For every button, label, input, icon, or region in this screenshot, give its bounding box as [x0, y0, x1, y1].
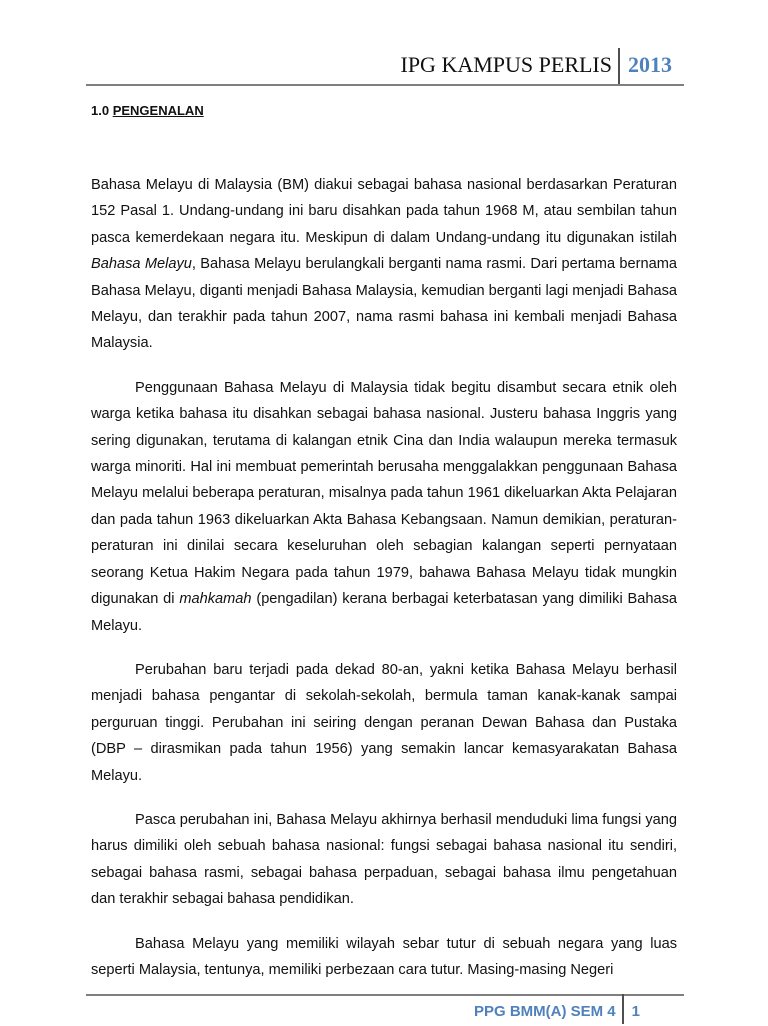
footer-content	[474, 1000, 640, 1024]
paragraph-1-part-b: , Bahasa Melayu berulangkali berganti nama rasmi. Dari pertama bernama Bahasa Melayu, diganti menjadi Bahasa Malaysia, kemudian berganti lagi menjadi Bahasa Melayu, dan terakhir pada tahun 2007, nama rasmi bahasa ini kembali menjadi Bahasa Malaysia.	[91, 256, 677, 352]
document-body	[91, 103, 677, 1001]
paragraph-2-part-a: Penggunaan Bahasa Melayu di Malaysia tidak begitu disambut secara etnik oleh warga ketika bahasa itu disahkan sebagai bahasa nasional. Justeru bahasa Inggris yang sering digunakan, terutama di kalangan etnik Cina dan India walaupun mereka termasuk warga minoriti. Hal ini membuat pemerintah berusaha menggalakkan penggunaan Bahasa Melayu melalui beberapa peraturan, misalnya pada tahun 1961 dikeluarkan Akta Pelajaran dan pada tahun 1963 dikeluarkan Akta Bahasa Kebangsaan. Namun demikian, peraturan-peraturan ini dinilai secara keseluruhan oleh sebagian kalangan seperti pernyataan seorang Ketua Hakim Negara pada tahun 1979, bahawa Bahasa Melayu tidak mungkin digunakan di	[91, 379, 677, 608]
paragraph-4: Pasca perubahan ini, Bahasa Melayu akhirnya berhasil menduduki lima fungsi yang harus dimiliki oleh sebuah bahasa nasional: fungsi sebagai bahasa nasional itu sendiri, sebagai bahasa rasmi, sebagai bahasa perpaduan, sebagai bahasa ilmu pengetahuan dan terakhir sebagai bahasa pendidikan.	[91, 811, 677, 908]
header-title: IPG KAMPUS PERLIS	[400, 52, 612, 77]
section-number: 1.0	[91, 103, 110, 118]
section-title: PENGENALAN	[112, 103, 204, 118]
paragraph-5: Bahasa Melayu yang memiliki wilayah sebar tutur di sebuah negara yang luas seperti Malaysia, tentunya, memiliki perbezaan cara tutur. Masing-masing Negeri	[91, 935, 677, 978]
header-content	[401, 50, 673, 84]
section-heading	[91, 103, 677, 118]
page-header	[86, 44, 684, 86]
header-year: 2013	[628, 52, 672, 77]
paragraph-1	[91, 172, 677, 357]
page-footer	[86, 994, 684, 1026]
footer-label: PPG BMM(A) SEM 4	[473, 1003, 616, 1020]
paragraph-1-emphasis: Bahasa Melayu	[91, 256, 192, 273]
page-number: 1	[631, 1003, 640, 1020]
paragraph-2-emphasis: mahkamah	[179, 591, 252, 608]
paragraph-3: Perubahan baru terjadi pada dekad 80-an, yakni ketika Bahasa Melayu berhasil menjadi bahasa pengantar di sekolah-sekolah, bermula taman kanak-kanak sampai perguruan tinggi. Perubahan ini seiring dengan peranan Dewan Bahasa dan Pustaka (DBP – dirasmikan pada tahun 1956) yang semakin lancar kemasyarakatan Bahasa Melayu.	[91, 661, 677, 784]
paragraph-1-part-a: Bahasa Melayu di Malaysia (BM) diakui sebagai bahasa nasional berdasarkan Peraturan 152 Pasal 1. Undang-undang ini baru disahkan pada tahun 1968 M, atau sembilan tahun pasca kemerdekaan negara itu. Meskipun di dalam Undang-undang itu digunakan istilah	[91, 177, 677, 246]
paragraph-2-part-b: (pengadilan) kerana berbagai keterbatasan yang dimiliki Bahasa Melayu.	[91, 591, 677, 634]
paragraph-2	[91, 375, 677, 639]
